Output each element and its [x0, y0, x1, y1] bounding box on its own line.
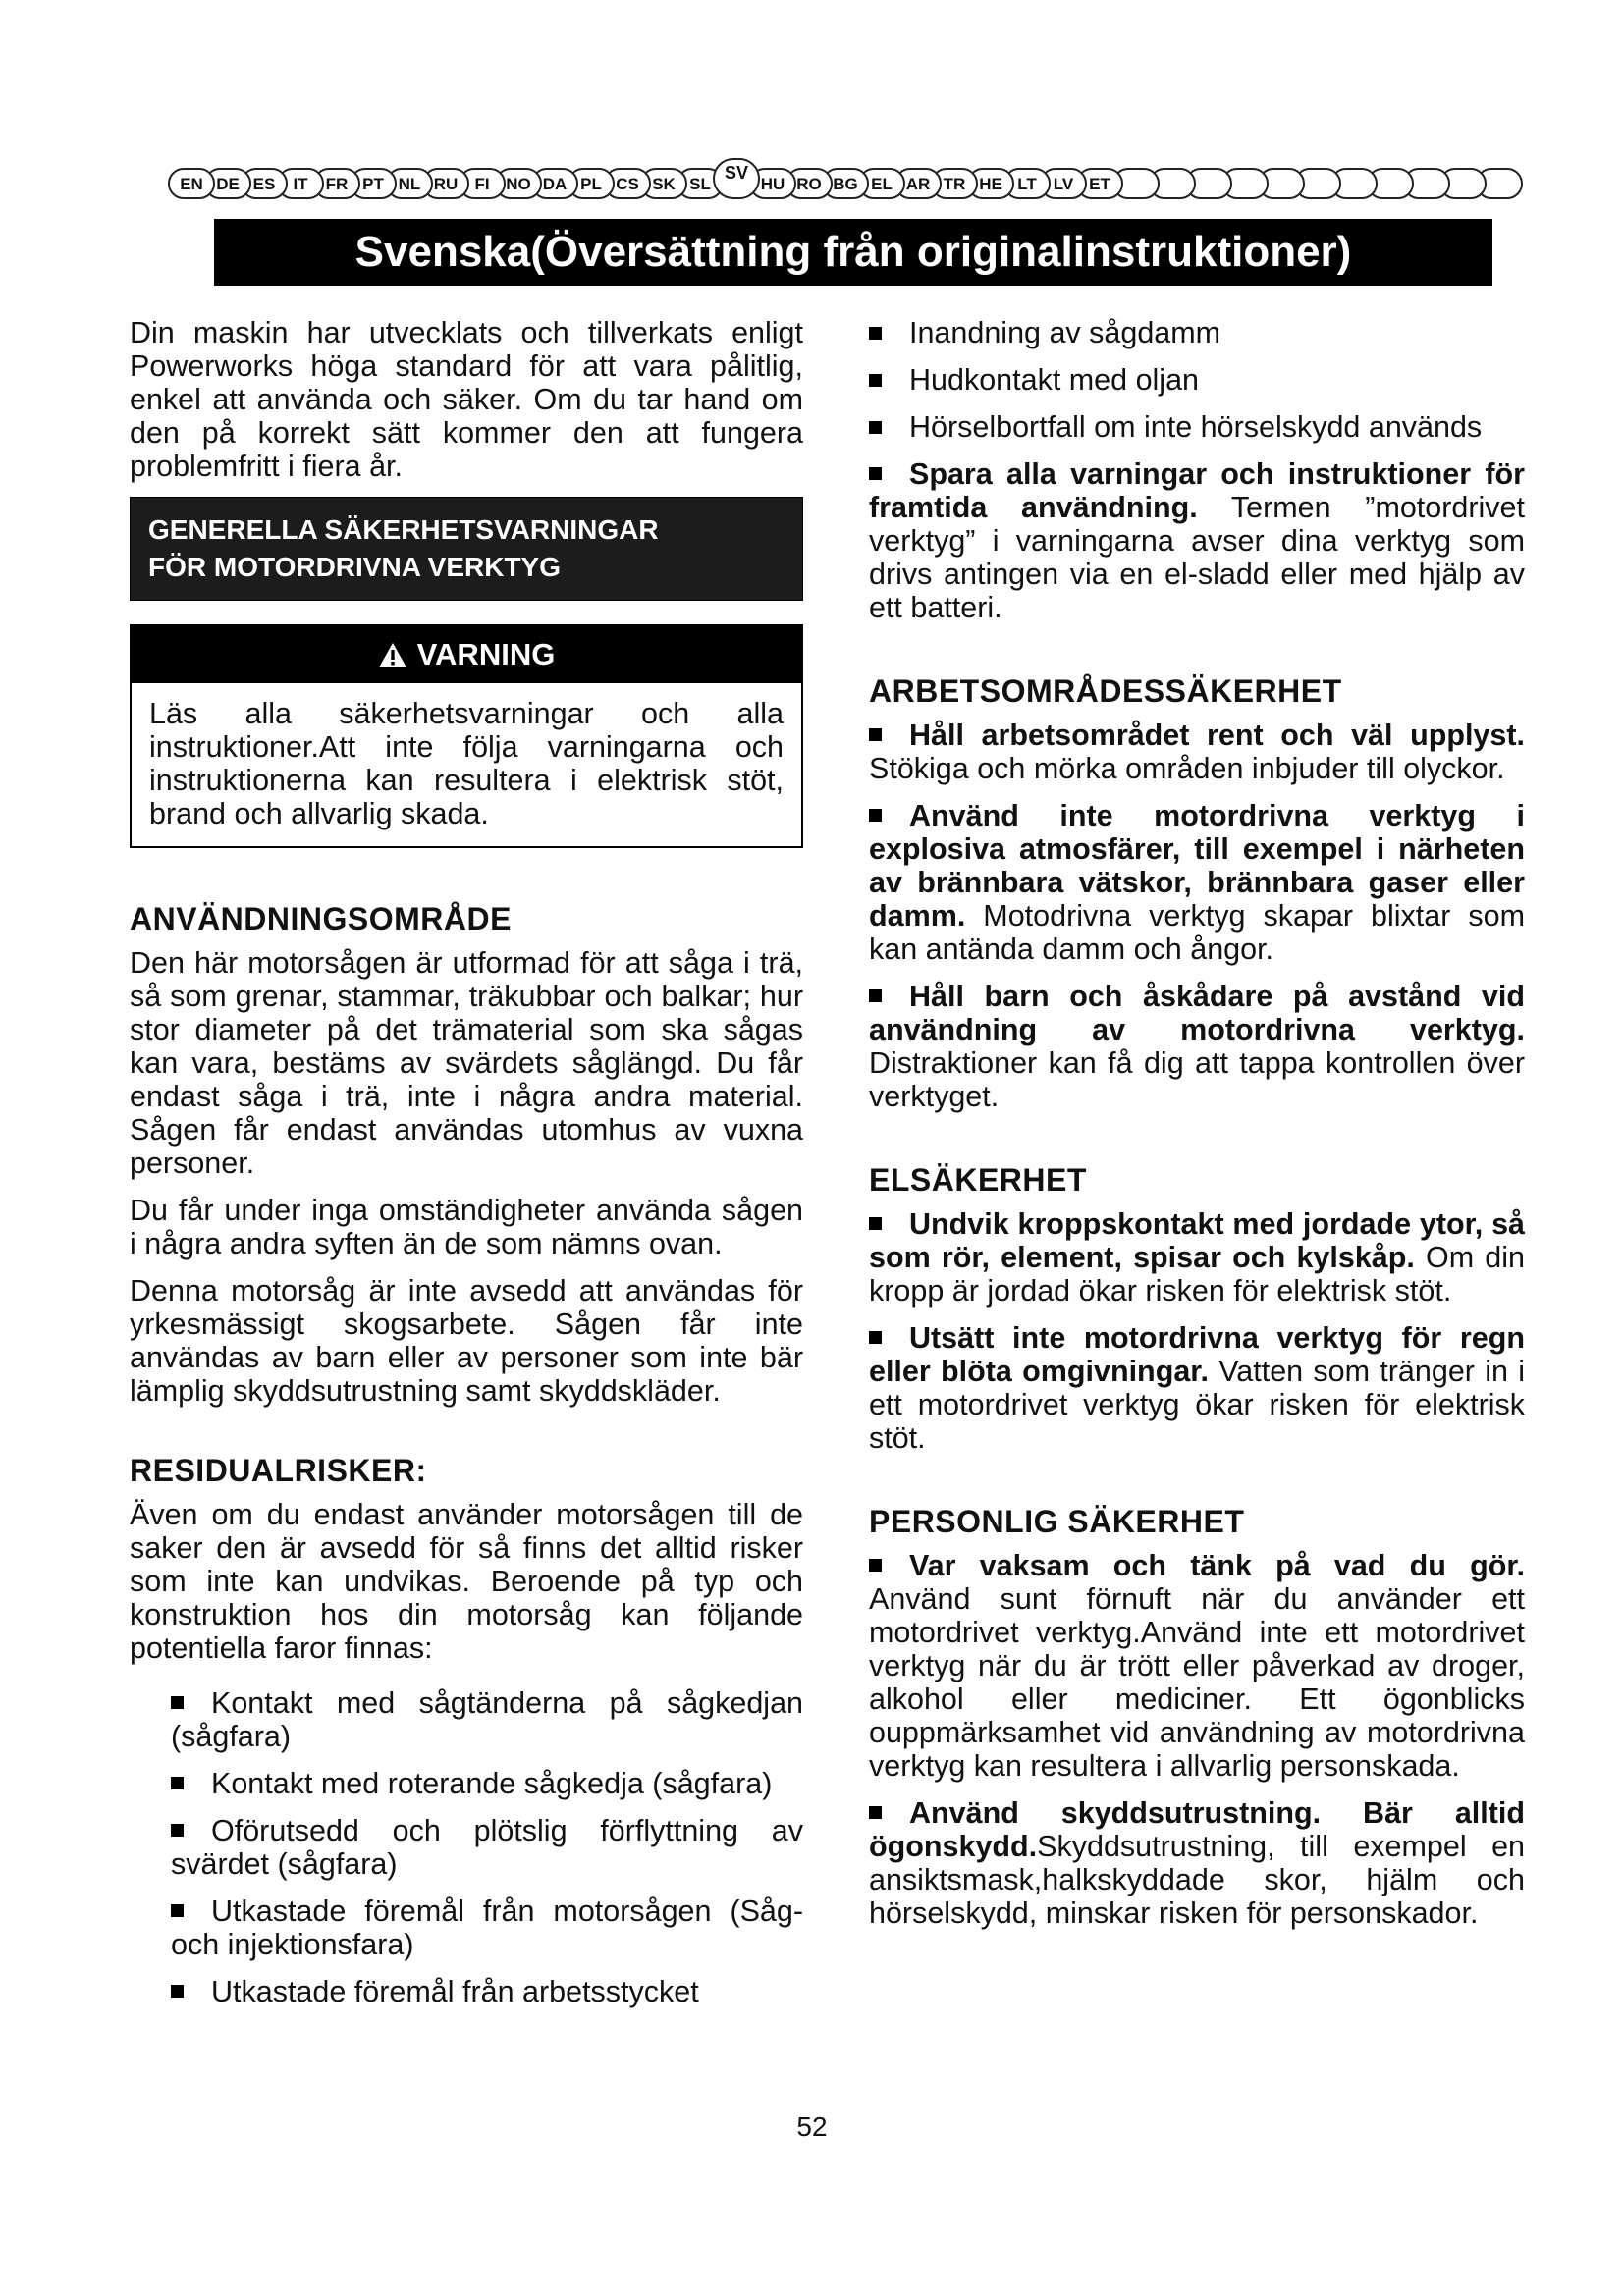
warning-text: Läs alla säkerhetsvarningar och alla instruktioner.Att inte följa varningarna och instruktionerna kan resultera i elektrisk stöt, brand och allvarlig skada. — [149, 697, 784, 830]
bullet-square-icon — [171, 1824, 184, 1837]
bullet-square-icon — [869, 1331, 882, 1344]
residual-intro: Även om du endast använder motorsågen till de saker den är avsedd för så finns det alltid risker som inte kan undvikas. Beroende på typ och konstruktion hos din motorsåg kan följande potentiella faror finnas: — [130, 1498, 803, 1665]
warning-title: VARNING — [416, 637, 556, 671]
language-tab-label: FR — [325, 175, 349, 193]
language-tab-label: EL — [871, 175, 893, 193]
language-tab-label: SL — [689, 175, 711, 193]
list-item: Var vaksam och tänk på vad du gör. Använd sunt förnuft när du använder ett motordrivet verktyg.Använd inte ett motordrivet verktyg när du är trött eller påverkad av droger, alkohol eller mediciner. Ett ögonblicks ouppmärksamhet vid användning av motordrivna verktyg kan resultera i allvarlig personskada. — [869, 1549, 1525, 1783]
bullet-square-icon — [869, 809, 882, 822]
list-item: Undvik kroppskontakt med jordade ytor, så som rör, element, spisar och kylskåp. Om din kropp är jordad ökar risken för elektrisk stöt. — [869, 1207, 1525, 1308]
electrical-safety-heading: ELSÄKERHET — [869, 1162, 1087, 1198]
bullet-square-icon — [171, 1904, 184, 1917]
usage-heading: ANVÄNDNINGSOMRÅDE — [130, 901, 512, 936]
list-item: Hörselbortfall om inte hörselskydd används — [869, 410, 1525, 444]
general-safety-line-1: GENERELLA SÄKERHETSVARNINGAR — [148, 514, 659, 545]
list-item: Utkastade föremål från arbetsstycket — [171, 1975, 803, 2008]
language-tab-label: TR — [943, 175, 966, 193]
language-tab-sv — [714, 159, 759, 198]
residual-list — [130, 1686, 803, 2008]
usage-paragraph-3: Denna motorsåg är inte avsedd att användas för yrkesmässigt skogsarbete. Sågen får inte användas av barn eller av personer som inte bär lämplig skyddsutrustning samt skyddskläder. — [130, 1274, 803, 1408]
language-tab-label: LV — [1053, 175, 1074, 193]
list-item: Oförutsedd och plötslig förflyttning av svärdet (sågfara) — [171, 1814, 803, 1881]
usage-paragraph-2: Du får under inga omständigheter använda sågen i några andra syften än de som nämns ovan. — [130, 1194, 803, 1260]
language-tab-label: DE — [216, 175, 240, 193]
bullet-square-icon — [171, 1777, 184, 1789]
list-item: Håll barn och åskådare på avstånd vid användning av motordrivna verktyg. Distraktioner kan få dig att tappa kontrollen över verktyget. — [869, 980, 1525, 1113]
language-tab-label: AR — [905, 175, 931, 193]
language-tab-label: ET — [1089, 175, 1110, 193]
language-tab-label: IT — [293, 175, 308, 193]
warning-header — [132, 626, 801, 683]
language-tab-label: BG — [833, 175, 858, 193]
bullet-square-icon — [869, 374, 882, 387]
language-tab-label: SK — [652, 175, 676, 193]
language-tab-label: ES — [252, 175, 276, 193]
bullet-square-icon — [869, 989, 882, 1002]
save-instructions-item: Spara alla varningar och instruktioner för framtida användning. Termen ”motordrivet verktyg” i varningarna avser dina verktyg som drivs antingen via en el-sladd eller med hjälp av ett batteri. — [869, 457, 1525, 624]
bullet-square-icon — [869, 421, 882, 434]
left-column — [130, 316, 803, 2022]
bullet-square-icon — [171, 1696, 184, 1709]
language-tab-label: CS — [616, 175, 639, 193]
language-tab-label: PT — [362, 175, 384, 193]
bullet-square-icon — [869, 1217, 882, 1230]
language-tab-label: HE — [979, 175, 1002, 193]
list-item: Utsätt inte motordrivna verktyg för regn eller blöta omgivningar. Vatten som tränger in i ett motordrivet verktyg ökar risken för elektrisk stöt. — [869, 1321, 1525, 1455]
list-item: Kontakt med sågtänderna på sågkedjan (sågfara) — [171, 1686, 803, 1753]
bullet-square-icon — [869, 327, 882, 340]
work-area-heading: ARBETSOMRÅDESSÄKERHET — [869, 673, 1342, 709]
page-number: 52 — [796, 2111, 828, 2142]
language-tab-label: LT — [1017, 175, 1037, 193]
language-tab-label: NO — [506, 175, 531, 193]
bullet-square-icon — [869, 1806, 882, 1819]
warning-box — [130, 624, 803, 848]
language-tab-label: DA — [542, 175, 568, 193]
personal-safety-heading: PERSONLIG SÄKERHET — [869, 1504, 1245, 1539]
bullet-square-icon — [171, 1985, 184, 1998]
page-title: Svenska(Översättning från originalinstruktioner) — [214, 219, 1492, 286]
warning-triangle-icon — [378, 642, 407, 668]
bullet-square-icon — [869, 728, 882, 741]
residual-heading: RESIDUALRISKER: — [130, 1453, 427, 1488]
right-column — [869, 316, 1525, 1944]
usage-paragraph-1: Den här motorsågen är utformad för att såga i trä, så som grenar, stammar, träkubbar och balkar; hur stor diameter på det trämaterial som ska sågas kan vara, bestäms av svärdets såglängd. Du får endast såga i trä, inte i några andra material. Sågen får endast användas utomhus av vuxna personer. — [130, 946, 803, 1180]
language-tab-en — [169, 169, 214, 198]
general-safety-line-2: FÖR MOTORDRIVNA VERKTYG — [148, 552, 562, 582]
language-tab-strip — [167, 155, 1542, 204]
list-item: Kontakt med roterande sågkedja (sågfara) — [171, 1767, 803, 1800]
language-tab-label: EN — [180, 175, 203, 193]
language-tab-label: PL — [580, 175, 602, 193]
intro-paragraph: Din maskin har utvecklats och tillverkats enligt Powerworks höga standard för att vara pålitlig, enkel att använda och säker. Om du tar hand om den på korrekt sätt kommer den att fungera problemfritt i fiera år. — [130, 316, 803, 483]
language-tab-label: RO — [796, 175, 822, 193]
list-item: Håll arbetsområdet rent och väl upplyst. Stökiga och mörka områden inbjuder till olyckor. — [869, 719, 1525, 785]
list-item: Hudkontakt med oljan — [869, 363, 1525, 397]
language-tab-label: HU — [760, 175, 785, 193]
list-item: Använd inte motordrivna verktyg i explosiva atmosfärer, till exempel i närheten av brännbara vätskor, brännbara gaser eller damm. Motodrivna verktyg skapar blixtar som kan antända damm och ångor. — [869, 799, 1525, 966]
list-item: Utkastade föremål från motorsågen (Såg- och injektionsfara) — [171, 1895, 803, 1961]
language-tab-label: FI — [474, 175, 490, 193]
list-item: Inandning av sågdamm — [869, 316, 1525, 349]
language-tab-label: SV — [724, 163, 749, 183]
general-safety-box — [130, 497, 803, 601]
bullet-square-icon — [869, 1559, 882, 1572]
language-tab-label: NL — [398, 175, 421, 193]
list-item: Använd skyddsutrustning. Bär alltid ögonskydd.Skyddsutrustning, till exempel en ansiktsmask,halkskyddade skor, hjälm och hörselskydd, minskar risken för personskador. — [869, 1796, 1525, 1930]
language-tab-label: RU — [433, 175, 459, 193]
bullet-square-icon — [869, 467, 882, 480]
